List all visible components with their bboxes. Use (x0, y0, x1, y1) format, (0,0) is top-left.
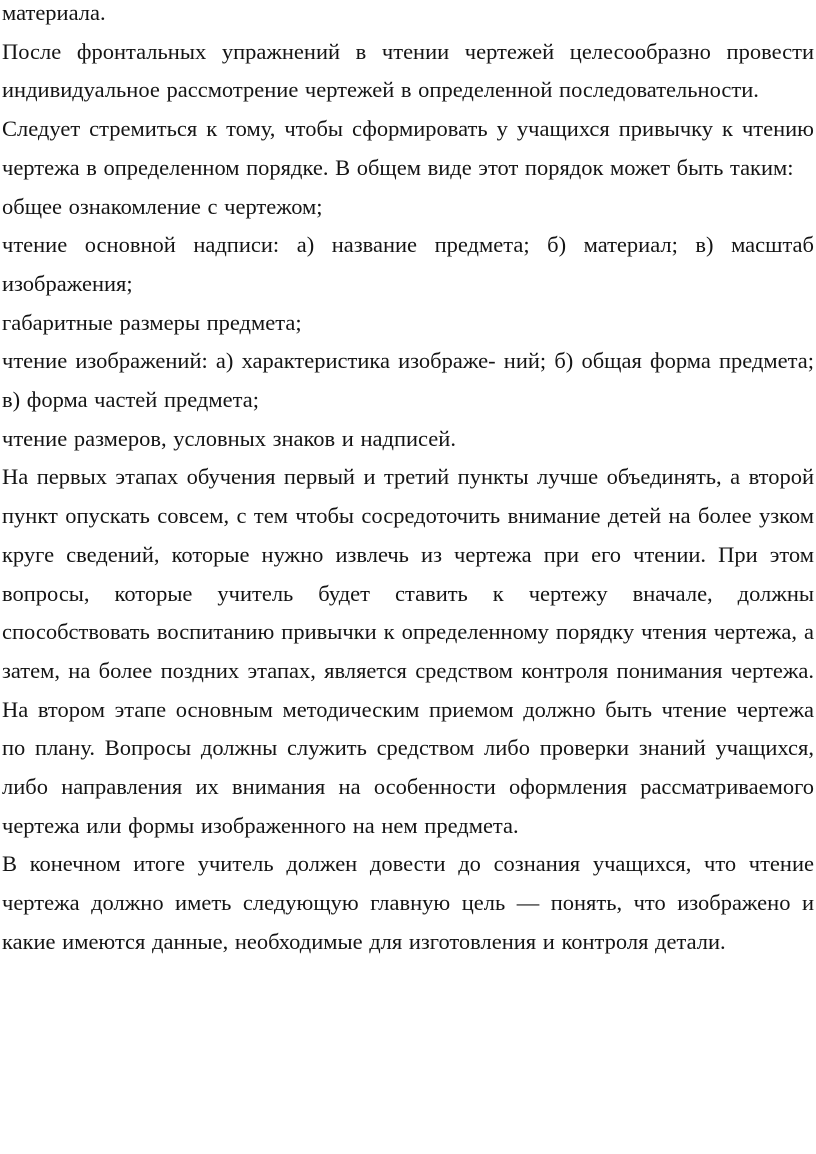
list-item-general-acquaintance: общее ознакомление с чертежом; (2, 193, 323, 219)
paragraph-continuation: материала. (2, 0, 106, 25)
paragraph-reading-order: Следует стремиться к тому, чтобы сформировать у учащихся привычку к чтению чертежа в определенном порядке. В общем виде этот порядок может быть таким: (2, 116, 814, 180)
list-item-dimensions-symbols: чтение размеров, условных знаков и надписей. (2, 425, 456, 451)
list-item-overall-dimensions: габаритные размеры предмета; (2, 309, 302, 335)
list-item-reading-views: чтение изображений: а) характеристика изображе- ний; б) общая форма предмета; в) форма частей предмета; (2, 348, 814, 413)
list-item-title-block: чтение основной надписи: а) название предмета; б) материал; в) масштаб изображения; (2, 232, 814, 296)
document-page (2, 0, 814, 962)
paragraph-final-goal: В конечном итоге учитель должен довести до сознания учащихся, что чтение чертежа должно иметь следующую главную цель — понять, что изображено и какие имеются данные, необходимые для изготовления и контроля детали. (2, 851, 814, 954)
paragraph-first-stages: На первых этапах обучения первый и третий пункты лучше объединять, а второй пункт опускать совсем, с тем чтобы сосредоточить внимание детей на более узком круге сведений, которые нужно извлечь из чертежа при его чтении. При этом вопросы, которые учитель будет ставить к чертежу вначале, должны способствовать воспитанию привычки к определенному порядку чтения чертежа, а затем, на более поздних этапах, является средством контроля понимания чертежа. На втором этапе основным методическим приемом должно быть чтение чертежа по плану. Вопросы должны служить средством либо проверки знаний учащихся, либо направления их внимания на особенности оформления рассматриваемого чертежа или формы изображенного на нем предмета. (2, 464, 814, 838)
paragraph-frontal-exercises: После фронтальных упражнений в чтении чертежей целесообразно провести индивидуальное рассмотрение чертежей в определенной последовательности. (2, 38, 814, 103)
